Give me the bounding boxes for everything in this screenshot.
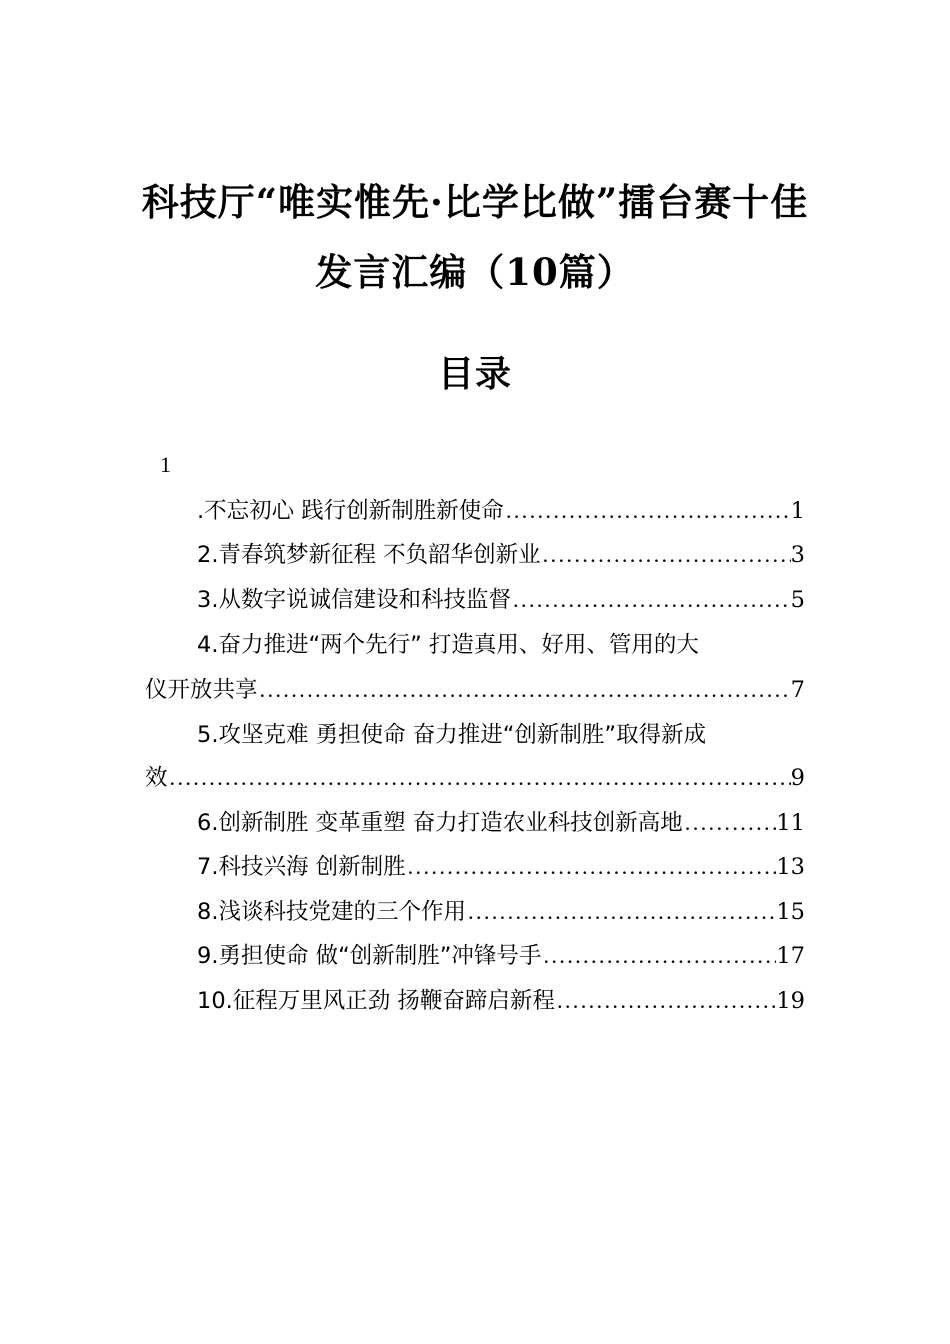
document-title-line-1: 科技厅“唯实惟先·比学比做”擂台赛十佳 [141, 180, 809, 224]
toc-entry[interactable] [197, 583, 805, 617]
toc-entry-page: 13 [776, 854, 805, 880]
toc-entry-title: 4.奋力推进“两个先行” 打造真用、好用、管用的大 [197, 632, 699, 658]
toc-entry-title: 7.科技兴海 创新制胜 [197, 854, 406, 880]
dot-leader [406, 850, 777, 884]
toc-entry-title: 3.从数字说诚信建设和科技监督 [197, 587, 511, 613]
dot-leader [504, 494, 791, 528]
toc-entry-page: 17 [776, 943, 805, 969]
dot-leader [555, 984, 776, 1018]
toc-entry-page: 3 [790, 542, 805, 568]
toc-entry-page: 19 [776, 988, 805, 1014]
toc-entry-continuation[interactable] [145, 761, 805, 795]
toc-entry[interactable] [197, 984, 805, 1018]
dot-leader [168, 761, 791, 795]
dot-leader [541, 939, 776, 973]
dot-leader [466, 895, 776, 929]
stray-number: 1 [160, 452, 171, 477]
dot-leader [541, 538, 791, 572]
toc-entry-title: 10.征程万里风正劲 扬鞭奋蹄启新程 [197, 988, 555, 1014]
toc-entry-page: 7 [790, 677, 805, 703]
toc-entry-page: 11 [776, 810, 805, 836]
toc-entry-title: 8.浅谈科技党建的三个作用 [197, 899, 466, 925]
toc-entry[interactable] [197, 494, 805, 528]
toc-entry-title: 2.青春筑梦新征程 不负韶华创新业 [197, 542, 541, 568]
toc-entry[interactable] [197, 895, 805, 929]
toc-entry-page: 1 [790, 498, 805, 524]
toc-entry[interactable] [197, 850, 805, 884]
document-title-line-2: 发言汇编（10篇） [315, 250, 635, 294]
toc-entry-page: 5 [790, 587, 805, 613]
toc-entry[interactable] [197, 806, 805, 840]
toc-entry-title: 9.勇担使命 做“创新制胜”冲锋号手 [197, 943, 542, 969]
toc-entry[interactable] [197, 939, 805, 973]
toc-entry-page: 15 [776, 899, 805, 925]
dot-leader [511, 583, 791, 617]
toc-entry[interactable] [197, 718, 805, 752]
toc-entry-title: 6.创新制胜 变革重塑 奋力打造农业科技创新高地 [197, 810, 683, 836]
toc-entry-title-continuation: 效 [145, 765, 168, 791]
dot-leader [258, 673, 791, 707]
toc-entry[interactable] [197, 628, 805, 662]
toc-entry-page: 9 [790, 765, 805, 791]
dot-leader [683, 806, 777, 840]
toc-entry-title-continuation: 仪开放共享 [145, 677, 258, 703]
toc-entry-title: .不忘初心 践行创新制胜新使命 [197, 498, 504, 524]
toc-entry[interactable] [197, 538, 805, 572]
toc-entry-title: 5.攻坚克难 勇担使命 奋力推进“创新制胜”取得新成 [197, 722, 707, 748]
toc-entry-continuation[interactable] [145, 673, 805, 707]
toc-heading: 目录 [437, 353, 512, 395]
